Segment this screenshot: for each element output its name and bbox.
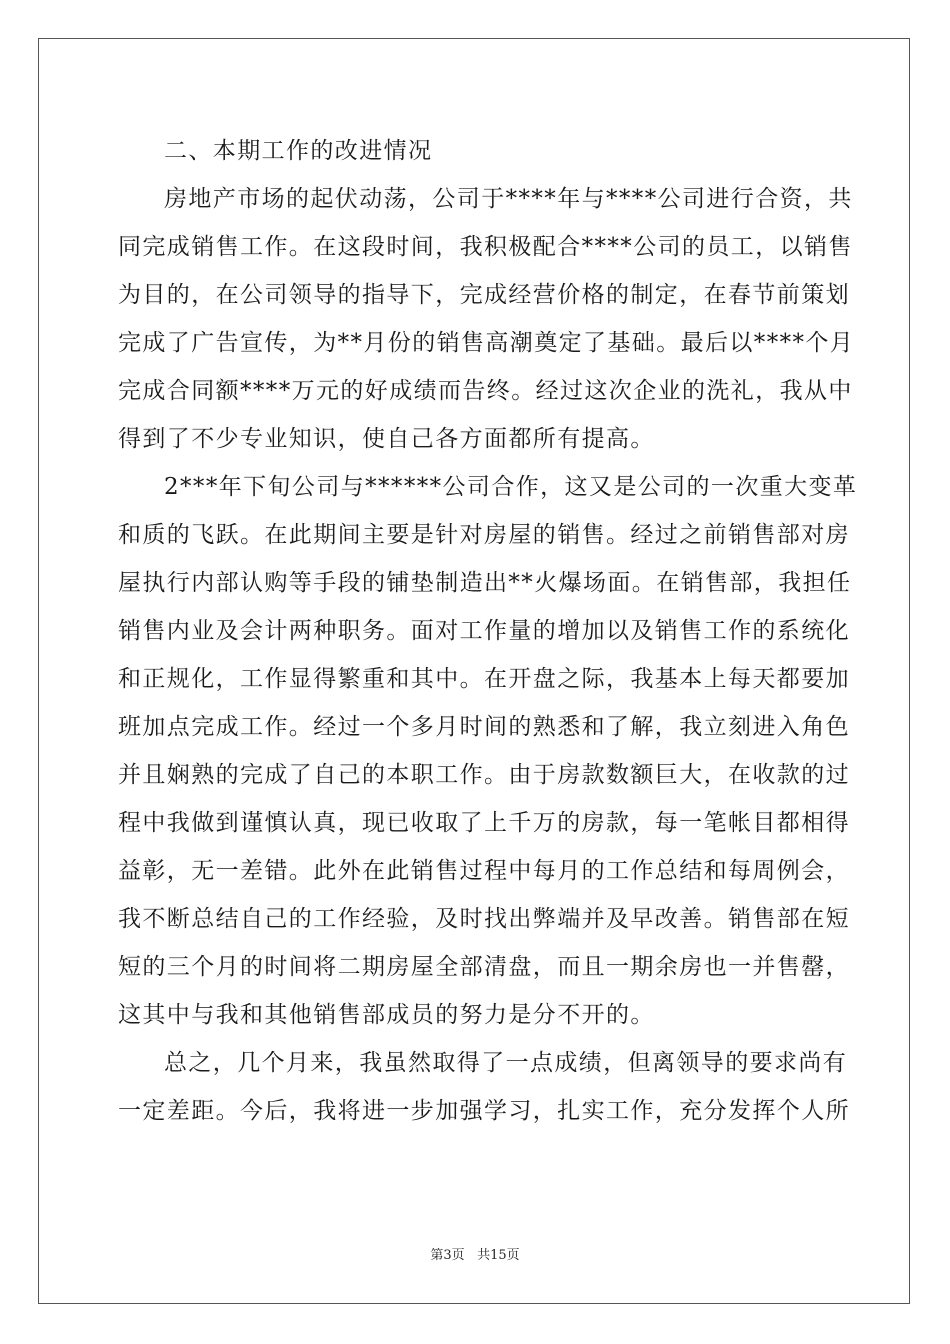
page-footer [0, 1248, 950, 1264]
paragraph-line: 和正规化，工作显得繁重和其中。在开盘之际，我基本上每天都要加 [118, 666, 850, 692]
page-label-suffix: 页 [451, 1248, 465, 1263]
paragraph-line: 得到了不少专业知识，使自己各方面都所有提高。 [118, 426, 655, 452]
paragraph-line: 并且娴熟的完成了自己的本职工作。由于房款数额巨大，在收款的过 [118, 762, 850, 788]
paragraph-line: 屋执行内部认购等手段的铺垫制造出**火爆场面。在销售部，我担任 [118, 570, 852, 596]
paragraph-line: 和质的飞跃。在此期间主要是针对房屋的销售。经过之前销售部对房 [118, 522, 850, 548]
total-label-prefix: 共 [477, 1248, 491, 1263]
section-heading: 二、本期工作的改进情况 [164, 138, 433, 164]
paragraph-line: 短的三个月的时间将二期房屋全部清盘，而且一期余房也一并售罄， [118, 954, 850, 980]
paragraph-line: 房地产市场的起伏动荡，公司于****年与****公司进行合资，共 [164, 186, 853, 212]
paragraph-line: 完成合同额****万元的好成绩而告终。经过这次企业的洗礼，我从中 [118, 378, 853, 404]
total-label-suffix: 页 [506, 1248, 520, 1263]
page-number: 3 [443, 1248, 452, 1263]
paragraph-line: 我不断总结自己的工作经验，及时找出弊端并及早改善。销售部在短 [118, 906, 850, 932]
paragraph-line: 为目的，在公司领导的指导下，完成经营价格的制定，在春节前策划 [118, 282, 850, 308]
paragraph-line: 2***年下旬公司与******公司合作，这又是公司的一次重大变革 [164, 474, 858, 500]
page-label-prefix: 第 [430, 1248, 444, 1263]
paragraph-line: 程中我做到谨慎认真，现已收取了上千万的房款，每一笔帐目都相得 [118, 810, 850, 836]
paragraph-line: 益彰，无一差错。此外在此销售过程中每月的工作总结和每周例会， [118, 858, 850, 884]
paragraph-line: 总之，几个月来，我虽然取得了一点成绩，但离领导的要求尚有 [164, 1050, 848, 1076]
paragraph-line: 班加点完成工作。经过一个多月时间的熟悉和了解，我立刻进入角色 [118, 714, 850, 740]
document-body [118, 127, 858, 1135]
paragraph-line: 一定差距。今后，我将进一步加强学习，扎实工作，充分发挥个人所 [118, 1098, 850, 1124]
paragraph-line: 完成了广告宣传，为**月份的销售高潮奠定了基础。最后以****个月 [118, 330, 855, 356]
paragraph-line: 这其中与我和其他销售部成员的努力是分不开的。 [118, 1002, 655, 1028]
paragraph-line: 同完成销售工作。在这段时间，我积极配合****公司的员工，以销售 [118, 234, 853, 260]
paragraph-line: 销售内业及会计两种职务。面对工作量的增加以及销售工作的系统化 [118, 618, 850, 644]
total-pages: 15 [490, 1248, 507, 1263]
